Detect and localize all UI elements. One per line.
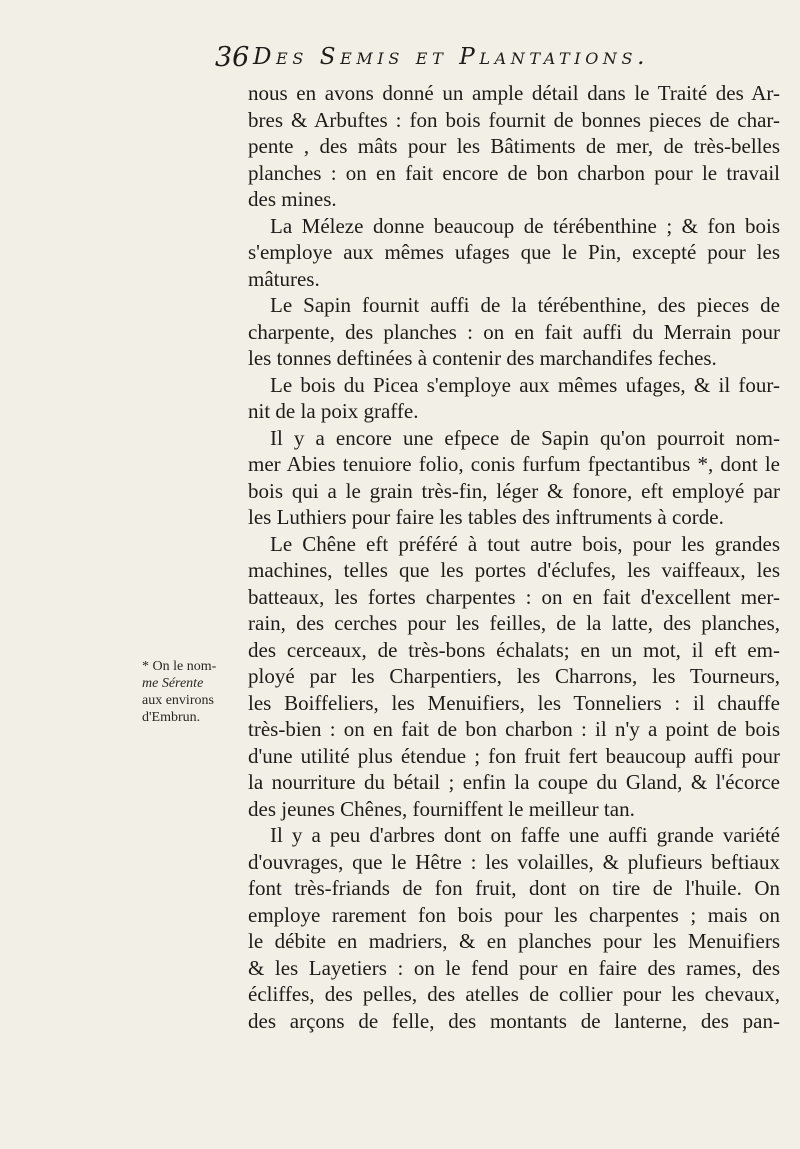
text-line: Il y a encore une efpece de Sapin qu'on pourroit nom-	[270, 425, 780, 450]
text-line: Le Sapin fournit auffi de la térébenthine, des pieces de	[270, 293, 780, 317]
text-line: employe rarement fon bois pour les charpentes ; mais on	[248, 902, 780, 927]
text-line: des arçons de felle, des montants de lanterne, des pan-	[248, 1008, 780, 1033]
text-line: bres & Arbuftes : fon bois fournit de bonnes pieces de char-	[248, 107, 780, 132]
margin-note-line: me Sérente	[142, 676, 204, 691]
text-line: d'ouvrages, que le Hêtre : les volailles, & plufieurs beftiaux	[248, 849, 780, 874]
text-line: Il y a peu d'arbres dont on faffe une auffi grande variété	[270, 823, 780, 847]
text-line: nit de la poix graffe.	[248, 399, 419, 423]
text-line: & les Layetiers : on le fend pour en faire des rames, des	[248, 955, 780, 980]
body-text	[248, 80, 780, 1034]
text-line: des cerceaux, de très-bons échalats; en un mot, il eft em-	[248, 637, 780, 662]
text-line: écliffes, des pelles, des atelles de collier pour les chevaux,	[248, 982, 780, 1006]
text-line: d'une utilité plus étendue ; fon fruit fert beaucoup auffi pour	[248, 743, 780, 768]
text-line: s'employe aux mêmes ufages que le Pin, excepté pour les	[248, 240, 780, 264]
text-line: des mines.	[248, 187, 337, 211]
text-line: très-bien : on en fait de bon charbon : il n'y a point de bois	[248, 717, 780, 741]
margin-note-line: aux environs	[142, 693, 214, 708]
running-title: Des Semis et Plantations.	[253, 44, 649, 70]
text-line: Le Chêne eft préféré à tout autre bois, pour les grandes	[270, 531, 780, 556]
text-line: mâtures.	[248, 266, 320, 291]
text-line: la nourriture du bétail ; enfin la coupe du Gland, & l'écorce	[248, 770, 780, 794]
text-line: batteaux, les fortes charpentes : on en fait d'excellent mer-	[248, 584, 780, 609]
text-line: mer Abies tenuiore folio, conis furfum fpectantibus *, dont le	[248, 452, 780, 476]
text-line: les Luthiers pour faire les tables des inftruments à corde.	[248, 505, 724, 529]
margin-note-line: * On le nom-	[142, 659, 217, 674]
text-line: machines, telles que les portes d'éclufes, les vaiffeaux, les	[248, 558, 780, 582]
text-line: rain, des cerches pour les feilles, de la latte, des planches,	[248, 611, 780, 635]
page-header	[215, 38, 775, 80]
text-line: planches : on en fait encore de bon charbon pour le travail	[248, 160, 780, 185]
text-line: le débite en madriers, & en planches pour les Menuifiers	[248, 929, 780, 953]
margin-note-line: d'Embrun.	[142, 710, 201, 725]
text-line: les tonnes deftinées à contenir des marchandifes feches.	[248, 346, 717, 370]
text-line: bois qui a le grain très-fin, léger & fonore, eft employé par	[248, 478, 780, 503]
text-line: ployé par les Charpentiers, les Charrons, les Tourneurs,	[248, 664, 780, 688]
text-line: Le bois du Picea s'employe aux mêmes ufages, & il four-	[270, 372, 780, 397]
text-line: pente , des mâts pour les Bâtiments de mer, de très-belles	[248, 134, 780, 158]
text-line: font très-friands de fon fruit, dont on tire de l'huile. On	[248, 876, 780, 900]
page-number: 36	[215, 42, 250, 73]
text-line: des jeunes Chênes, fourniffent le meilleur tan.	[248, 796, 635, 821]
text-line: La Méleze donne beaucoup de térébenthine ; & fon bois	[270, 213, 780, 238]
text-line: charpente, des planches : on en fait auffi du Merrain pour	[248, 319, 780, 344]
text-line: nous en avons donné un ample détail dans le Traité des Ar-	[248, 81, 780, 105]
text-line: les Boiffeliers, les Menuifiers, les Tonneliers : il chauffe	[248, 690, 780, 715]
margin-note	[142, 658, 240, 726]
